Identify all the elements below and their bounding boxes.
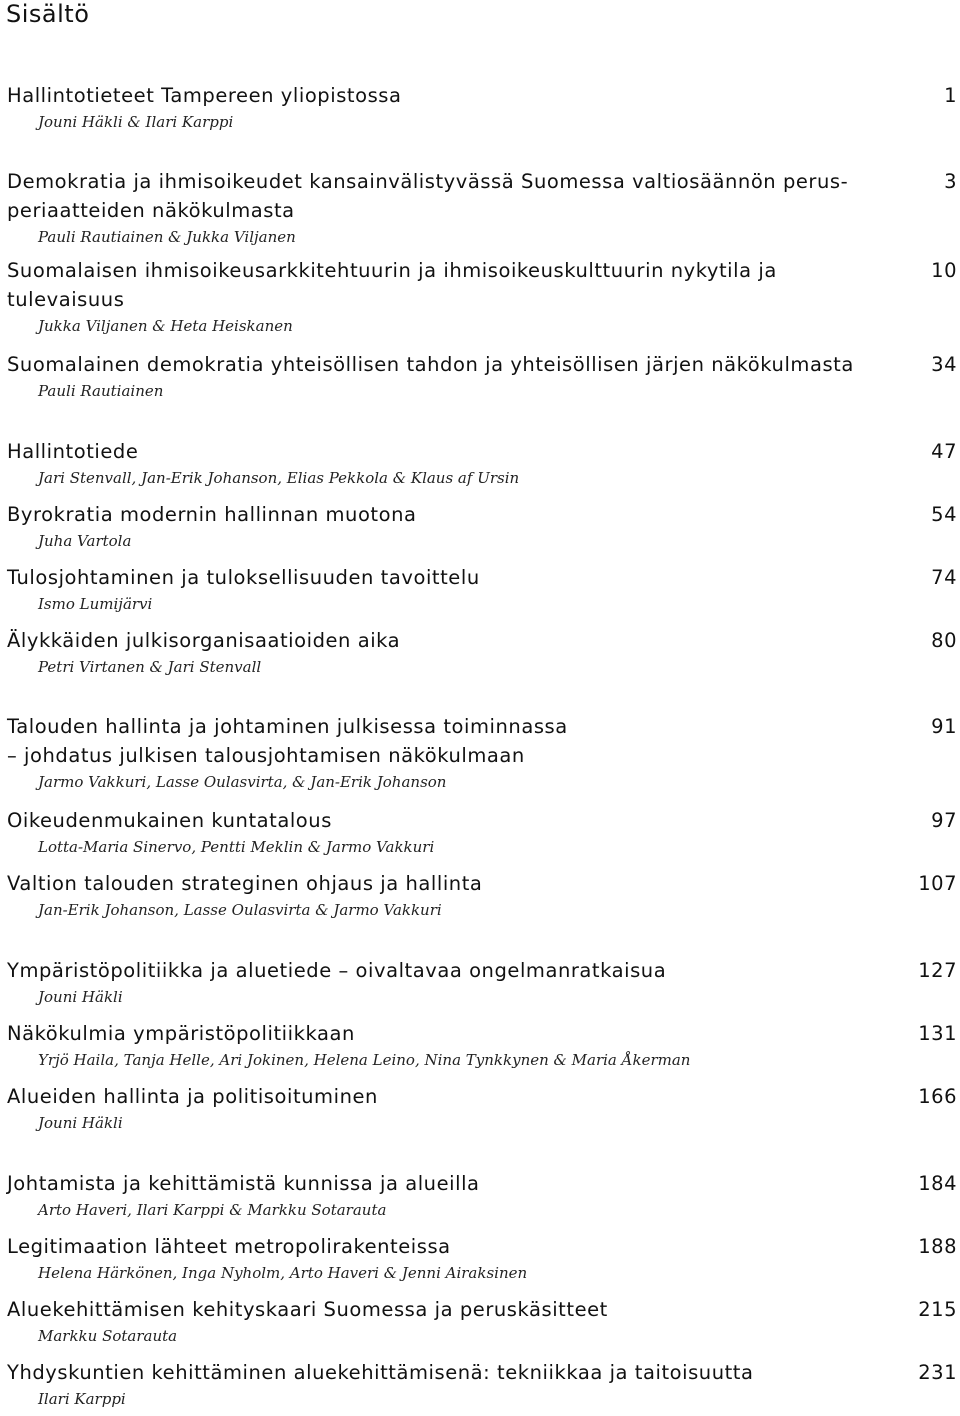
toc-entry-authors: Jan-Erik Johanson, Lasse Oulasvirta & Jarmo Vakkuri	[38, 901, 442, 919]
toc-entry-authors: Jari Stenvall, Jan-Erik Johanson, Elias Pekkola & Klaus af Ursin	[38, 469, 520, 487]
page-title: Sisältö	[6, 0, 90, 28]
toc-entry-page-number: 74	[931, 566, 957, 589]
toc-entry-authors: Markku Sotarauta	[38, 1327, 178, 1345]
toc-entry-title: Valtion talouden strateginen ohjaus ja hallinta	[7, 872, 483, 895]
toc-entry-title: Johtamista ja kehittämistä kunnissa ja alueilla	[7, 1172, 480, 1195]
toc-entry-authors: Ismo Lumijärvi	[38, 595, 153, 613]
toc-entry-authors: Helena Härkönen, Inga Nyholm, Arto Haveri & Jenni Airaksinen	[38, 1264, 528, 1282]
toc-entry-authors: Yrjö Haila, Tanja Helle, Ari Jokinen, Helena Leino, Nina Tynkkynen & Maria Åkerman	[38, 1051, 691, 1069]
toc-entry-authors: Pauli Rautiainen & Jukka Viljanen	[38, 228, 296, 246]
toc-entry-title: Hallintotiede	[7, 440, 139, 463]
toc-entry-page-number: 54	[931, 503, 957, 526]
toc-entry-title: Älykkäiden julkisorganisaatioiden aika	[7, 629, 401, 652]
toc-entry-title: Byrokratia modernin hallinnan muotona	[7, 503, 417, 526]
toc-entry-authors: Jukka Viljanen & Heta Heiskanen	[38, 317, 293, 335]
toc-entry-page-number: 80	[931, 629, 957, 652]
toc-entry-authors: Jouni Häkli	[38, 1114, 123, 1132]
toc-entry-title: Näkökulmia ympäristöpolitiikkaan	[7, 1022, 355, 1045]
toc-entry-page-number: 1	[944, 84, 957, 107]
toc-entry-title: Tulosjohtaminen ja tuloksellisuuden tavoittelu	[7, 566, 480, 589]
toc-entry-title: tulevaisuus	[7, 288, 125, 311]
toc-entry-title: Oikeudenmukainen kuntatalous	[7, 809, 332, 832]
toc-entry-title: Hallintotieteet Tampereen yliopistossa	[7, 84, 402, 107]
toc-entry-page-number: 10	[931, 259, 957, 282]
toc-entry-authors: Juha Vartola	[38, 532, 132, 550]
toc-entry-page-number: 107	[918, 872, 957, 895]
toc-entry-authors: Pauli Rautiainen	[38, 382, 164, 400]
toc-entry-page-number: 188	[918, 1235, 957, 1258]
toc-entry-authors: Arto Haveri, Ilari Karppi & Markku Sotarauta	[38, 1201, 387, 1219]
toc-entry-title: Aluekehittämisen kehityskaari Suomessa ja peruskäsitteet	[7, 1298, 608, 1321]
toc-entry-authors: Ilari Karppi	[38, 1390, 126, 1408]
toc-entry-title: Ympäristöpolitiikka ja aluetiede – oivaltavaa ongelmanratkaisua	[7, 959, 667, 982]
toc-entry-page-number: 91	[931, 715, 957, 738]
toc-entry-title: Legitimaation lähteet metropolirakenteissa	[7, 1235, 451, 1258]
toc-entry-authors: Petri Virtanen & Jari Stenvall	[38, 658, 262, 676]
toc-entry-title: Alueiden hallinta ja politisoituminen	[7, 1085, 378, 1108]
toc-entry-title: Talouden hallinta ja johtaminen julkisessa toiminnassa	[7, 715, 568, 738]
toc-entry-page-number: 166	[918, 1085, 957, 1108]
toc-entry-page-number: 215	[918, 1298, 957, 1321]
toc-entry-page-number: 3	[944, 170, 957, 193]
toc-entry-authors: Jarmo Vakkuri, Lasse Oulasvirta, & Jan-Erik Johanson	[38, 773, 447, 791]
toc-entry-title: Suomalainen demokratia yhteisöllisen tahdon ja yhteisöllisen järjen näkökulmasta	[7, 353, 854, 376]
toc-entry-page-number: 97	[931, 809, 957, 832]
toc-entry-page-number: 127	[918, 959, 957, 982]
toc-entry-page-number: 184	[918, 1172, 957, 1195]
toc-entry-authors: Lotta-Maria Sinervo, Pentti Meklin & Jarmo Vakkuri	[38, 838, 435, 856]
toc-entry-title: – johdatus julkisen talousjohtamisen näkökulmaan	[7, 744, 525, 767]
toc-entry-page-number: 131	[918, 1022, 957, 1045]
toc-entry-authors: Jouni Häkli	[38, 988, 123, 1006]
toc-entry-page-number: 47	[931, 440, 957, 463]
toc-entry-title: Suomalaisen ihmisoikeusarkkitehtuurin ja ihmisoikeuskulttuurin nykytila ja	[7, 259, 777, 282]
toc-entry-title: Demokratia ja ihmisoikeudet kansainvälistyvässä Suomessa valtiosäännön perus-	[7, 170, 849, 193]
toc-entry-authors: Jouni Häkli & Ilari Karppi	[38, 113, 234, 131]
toc-entry-page-number: 34	[931, 353, 957, 376]
toc-entry-page-number: 231	[918, 1361, 957, 1384]
toc-entry-title: Yhdyskuntien kehittäminen aluekehittämisenä: tekniikkaa ja taitoisuutta	[7, 1361, 754, 1384]
toc-entry-title: periaatteiden näkökulmasta	[7, 199, 295, 222]
